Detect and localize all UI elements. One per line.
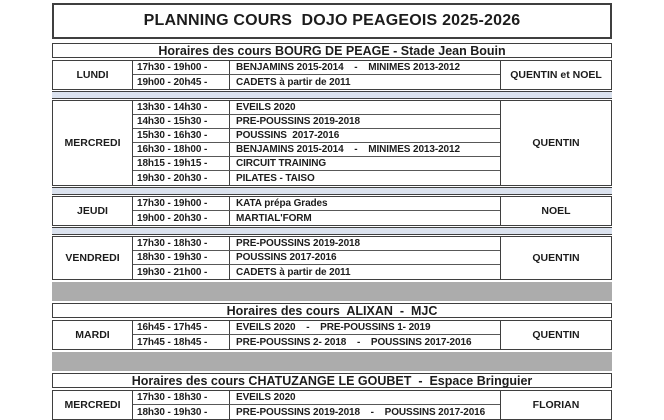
section-separator-band [52, 282, 612, 301]
teacher-cell: FLORIAN [500, 391, 611, 419]
schedule-rows [133, 101, 500, 185]
teacher-cell: QUENTIN [500, 237, 611, 279]
schedule-row [133, 75, 500, 89]
schedule-row [133, 321, 500, 335]
day-cell: MERCREDI [53, 101, 133, 185]
day-block [52, 196, 612, 226]
schedule-rows [133, 197, 500, 225]
time-cell: 19h30 - 21h00 - [133, 265, 230, 279]
row-separator-band [52, 91, 612, 99]
schedule-rows [133, 391, 500, 419]
time-cell: 17h30 - 18h30 - [133, 391, 230, 404]
day-cell: MARDI [53, 321, 133, 349]
course-cell: PRE-POUSSINS 2019-2018 - POUSSINS 2017-2016 [236, 406, 486, 418]
schedule-row [133, 171, 500, 185]
course-cell: POUSSINS 2017-2016 [236, 130, 340, 141]
time-cell: 18h30 - 19h30 - [133, 251, 230, 264]
time-cell: 16h45 - 17h45 - [133, 321, 230, 334]
day-block [52, 320, 612, 350]
schedule-rows [133, 61, 500, 89]
planning-document [52, 3, 612, 420]
schedule-row [133, 265, 500, 279]
course-cell: CADETS à partir de 2011 [236, 76, 351, 88]
time-cell: 19h30 - 20h30 - [133, 171, 230, 185]
schedule-table [52, 43, 612, 420]
course-cell: CADETS à partir de 2011 [236, 266, 351, 278]
course-cell: BENJAMINS 2015-2014 - MINIMES 2013-2012 [236, 62, 460, 73]
course-cell: EVEILS 2020 - PRE-POUSSINS 1- 2019 [236, 322, 431, 333]
section-header: Horaires des cours ALIXAN - MJC [52, 303, 612, 318]
schedule-row [133, 211, 500, 225]
day-block [52, 100, 612, 186]
day-block [52, 390, 612, 420]
section-separator-band [52, 352, 612, 371]
schedule-row [133, 197, 500, 211]
schedule-row [133, 115, 500, 129]
schedule-row [133, 251, 500, 265]
day-block [52, 60, 612, 90]
course-cell: EVEILS 2020 [236, 392, 296, 403]
course-cell: POUSSINS 2017-2016 [236, 252, 337, 263]
row-separator-band [52, 227, 612, 235]
day-cell: LUNDI [53, 61, 133, 89]
schedule-row [133, 391, 500, 405]
schedule-row [133, 143, 500, 157]
time-cell: 18h30 - 19h30 - [133, 405, 230, 419]
teacher-cell: QUENTIN [500, 321, 611, 349]
schedule-row [133, 101, 500, 115]
schedule-row [133, 129, 500, 143]
time-cell: 17h30 - 18h30 - [133, 237, 230, 250]
section-header: Horaires des cours CHATUZANGE LE GOUBET - Espace Bringuier [52, 373, 612, 388]
course-cell: PRE-POUSSINS 2019-2018 [236, 116, 360, 127]
time-cell: 13h30 - 14h30 - [133, 101, 230, 114]
course-cell: PRE-POUSSINS 2019-2018 [236, 238, 360, 249]
schedule-row [133, 61, 500, 75]
day-cell: JEUDI [53, 197, 133, 225]
day-block [52, 236, 612, 280]
schedule-rows [133, 321, 500, 349]
course-cell: EVEILS 2020 [236, 102, 296, 113]
time-cell: 19h00 - 20h30 - [133, 211, 230, 225]
time-cell: 15h30 - 16h30 - [133, 129, 230, 142]
course-cell: MARTIAL'FORM [236, 212, 312, 224]
time-cell: 14h30 - 15h30 - [133, 115, 230, 128]
time-cell: 17h45 - 18h45 - [133, 335, 230, 349]
course-cell: BENJAMINS 2015-2014 - MINIMES 2013-2012 [236, 144, 460, 155]
day-cell: VENDREDI [53, 237, 133, 279]
time-cell: 16h30 - 18h00 - [133, 143, 230, 156]
time-cell: 18h15 - 19h15 - [133, 157, 230, 170]
row-separator-band [52, 187, 612, 195]
schedule-row [133, 237, 500, 251]
course-cell: PILATES - TAISO [236, 172, 315, 184]
page-title: PLANNING COURS DOJO PEAGEOIS 2025-2026 [52, 3, 612, 39]
day-cell: MERCREDI [53, 391, 133, 419]
teacher-cell: QUENTIN [500, 101, 611, 185]
schedule-row [133, 405, 500, 419]
course-cell: PRE-POUSSINS 2- 2018 - POUSSINS 2017-2016 [236, 336, 472, 348]
time-cell: 17h30 - 19h00 - [133, 197, 230, 210]
schedule-row [133, 157, 500, 171]
time-cell: 19h00 - 20h45 - [133, 75, 230, 89]
schedule-row [133, 335, 500, 349]
section-header: Horaires des cours BOURG DE PEAGE - Stade Jean Bouin [52, 43, 612, 58]
time-cell: 17h30 - 19h00 - [133, 61, 230, 74]
teacher-cell: NOEL [500, 197, 611, 225]
course-cell: KATA prépa Grades [236, 198, 328, 209]
teacher-cell: QUENTIN et NOEL [500, 61, 611, 89]
course-cell: CIRCUIT TRAINING [236, 158, 327, 169]
schedule-rows [133, 237, 500, 279]
